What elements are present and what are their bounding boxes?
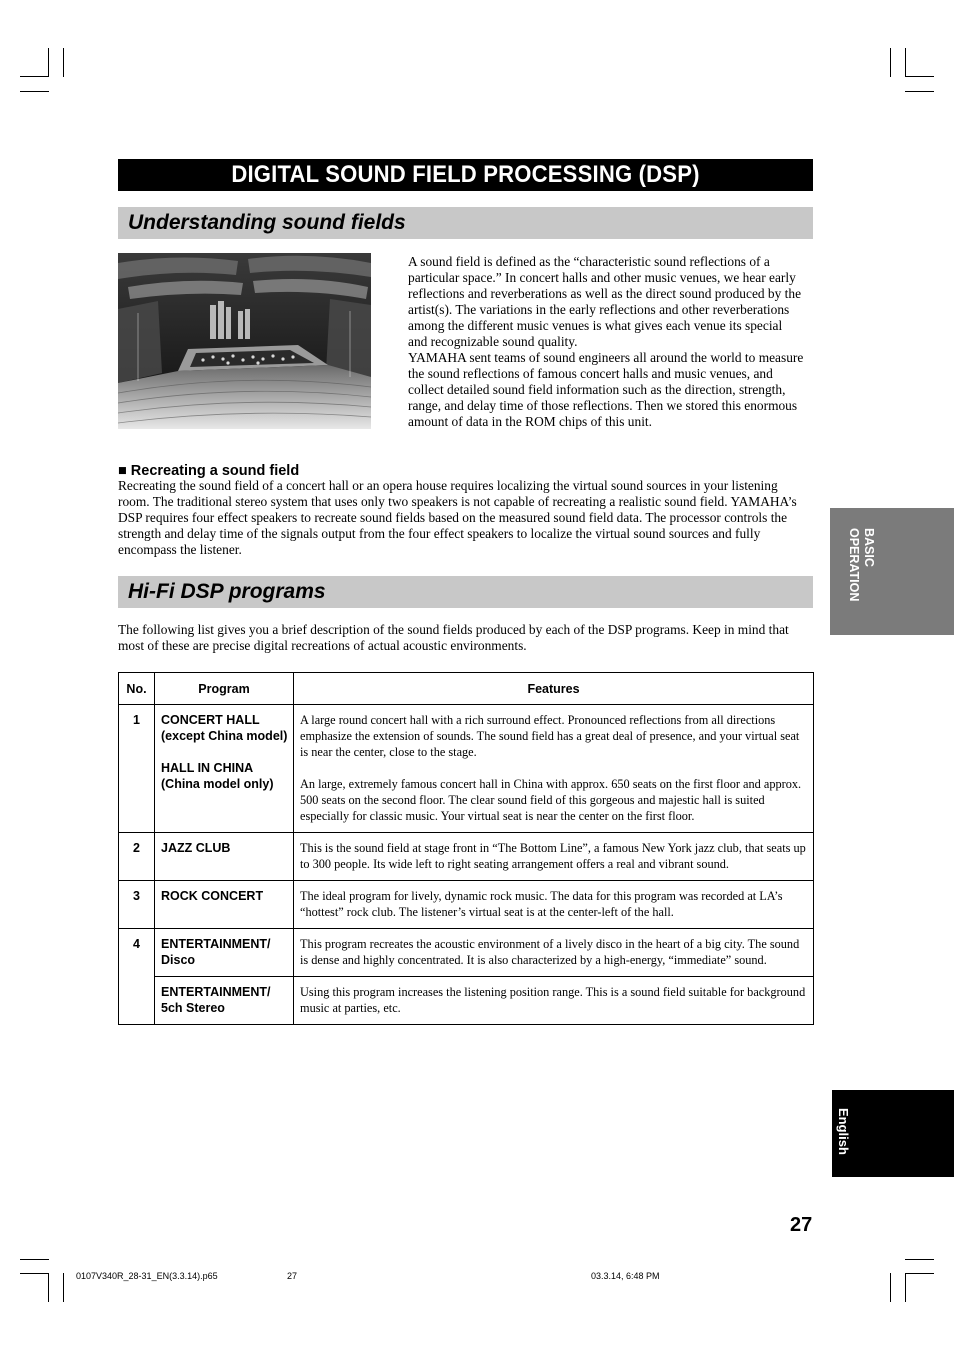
crop-mark: [63, 1273, 64, 1302]
program-name-concert-hall: CONCERT HALL (except China model): [161, 713, 288, 743]
program-name: [155, 705, 294, 833]
table-row: [119, 705, 814, 833]
row-number: 1: [119, 705, 155, 833]
crop-mark: [905, 1273, 906, 1302]
crop-mark: [63, 48, 64, 77]
table-header-row: [119, 673, 814, 705]
row-number: 4: [119, 929, 155, 1025]
feature-hall-in-china: An large, extremely famous concert hall in China with approx. 650 seats on the first floor and approx. 500 seats on the second floor. The clear sound field of this gorgeous and majestic hall is suited especially for classic music. Your virtual seat is near the center on the first floor.: [300, 777, 802, 823]
footer-date: 03.3.14, 6:48 PM: [591, 1271, 660, 1281]
footer-file-name: 0107V340R_28-31_EN(3.3.14).p65: [76, 1271, 218, 1281]
crop-mark: [905, 48, 906, 77]
program-name: ENTERTAINMENT/ 5ch Stereo: [155, 977, 294, 1025]
header-features: Features: [294, 673, 814, 705]
program-features: This is the sound field at stage front in “The Bottom Line”, a famous New York jazz club, that seats up to 300 people. Its wide left to right seating arrangement offers a real and vibrant sound.: [294, 833, 814, 881]
page-number: 27: [790, 1214, 813, 1236]
crop-mark: [20, 91, 49, 92]
header-no: No.: [119, 673, 155, 705]
table-row: [119, 929, 814, 977]
crop-mark: [20, 1273, 49, 1274]
program-name: ROCK CONCERT: [155, 881, 294, 929]
crop-mark: [20, 76, 49, 77]
program-name-hall-in-china: HALL IN CHINA (China model only): [161, 761, 274, 791]
language-tab: [832, 1090, 954, 1177]
basic-operation-tab-text: [836, 528, 876, 601]
program-features: This program recreates the acoustic environment of a lively disco in the heart of a big city. The sound is dense and highly concentrated. It is also characterized by a high-energy, “immediate” sound.: [294, 929, 814, 977]
concert-hall-illustration: [118, 253, 371, 429]
program-features: [294, 705, 814, 833]
crop-mark: [48, 1273, 49, 1302]
bullet-square: ■: [118, 463, 127, 479]
program-features: Using this program increases the listening position range. This is a sound field suitable for background music at parties, etc.: [294, 977, 814, 1025]
crop-mark: [905, 1273, 934, 1274]
language-tab-label: English: [836, 1108, 851, 1155]
intro-paragraph: A sound field is defined as the “characteristic sound reflections of a particular space.” In concert halls and other music venues, we hear early reflections and reverberations as well as the direct sound produced by the artist(s). The variations in the early reflections and other reverberations among the different music venues is what gives each venue its special and recognizable sound quality.: [408, 254, 802, 349]
recreating-heading-text: Recreating a sound field: [130, 463, 300, 479]
hifi-intro-paragraph: The following list gives you a brief description of the sound fields produced by each of the DSP programs. Keep in mind that most of these are precise digital recreations of actual acoustic environments.: [118, 622, 789, 653]
dsp-program-table: [118, 672, 814, 1025]
tab-line-operation: OPERATION: [847, 528, 861, 602]
crop-mark: [20, 1259, 49, 1260]
footer-page: 27: [287, 1271, 298, 1281]
crop-mark: [905, 76, 934, 77]
table-row: [119, 833, 814, 881]
crop-mark: [890, 48, 891, 77]
concert-hall-photo: [118, 253, 371, 429]
intro-paragraph: YAMAHA sent teams of sound engineers all around the world to measure the sound reflections of famous concert halls and music venues, and collect detailed sound field information such as the direction, strength, range, and delay time of those reflections. Then we stored this enormous amount of data in the ROM chips of this unit.: [408, 350, 804, 429]
header-program: Program: [155, 673, 294, 705]
basic-operation-tab-label: [830, 508, 954, 635]
table-row: [119, 881, 814, 929]
intro-text: [408, 254, 804, 430]
program-name: JAZZ CLUB: [155, 833, 294, 881]
crop-mark: [905, 1259, 934, 1260]
section-title-hifi: Hi-Fi DSP programs: [118, 576, 813, 608]
section-title-understanding: Understanding sound fields: [118, 207, 813, 239]
tab-line-basic: BASIC: [862, 528, 876, 567]
row-number: 3: [119, 881, 155, 929]
crop-mark: [890, 1273, 891, 1302]
row-number: 2: [119, 833, 155, 881]
crop-mark: [48, 48, 49, 77]
program-name: ENTERTAINMENT/ Disco: [155, 929, 294, 977]
crop-mark: [905, 91, 934, 92]
program-features: The ideal program for lively, dynamic rock music. The data for this program was recorded at LA’s “hottest” rock club. The listener’s virtual seat is at the center-left of the hall.: [294, 881, 814, 929]
page-title: DIGITAL SOUND FIELD PROCESSING (DSP): [118, 159, 813, 191]
feature-concert-hall: A large round concert hall with a rich surround effect. Pronounced reflections from all directions emphasize the extension of sounds. The sound field has a great deal of presence, and your virtual seat is near the center, close to the stage.: [300, 713, 800, 759]
table-row: [119, 977, 814, 1025]
recreating-paragraph: Recreating the sound field of a concert hall or an opera house requires localizing the virtual sound sources in your listening room. The traditional stereo system that uses only two speakers is not capable of recreating a realistic sound field. YAMAHA’s DSP requires four effect speakers to recreate sound fields based on the measured sound field data. The processor controls the strength and delay time of the signals output from the four effect speakers to localize the virtual sound sources and fully encompass the listener.: [118, 478, 797, 557]
